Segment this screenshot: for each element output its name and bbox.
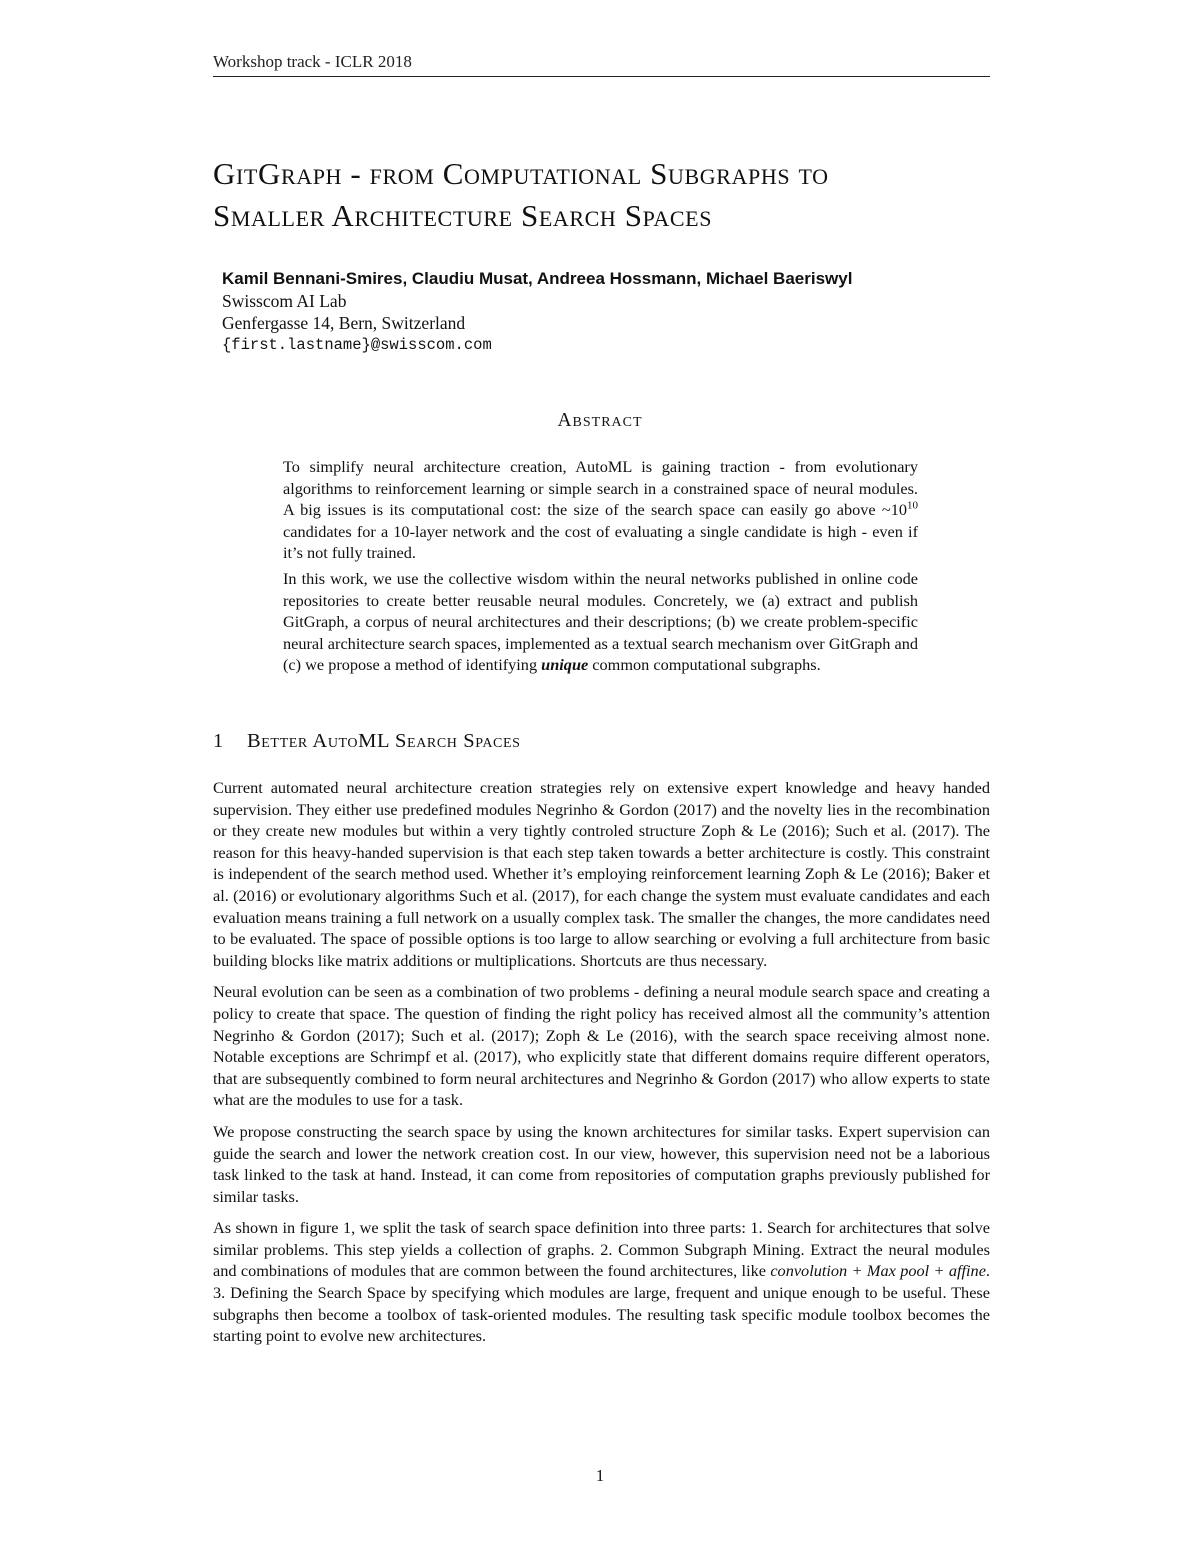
emphasis: unique — [541, 655, 589, 675]
body-text: . 3. Defining the Search Space by specifying which modules are large, frequent and unique enough to be useful. These subgraphs then become a toolbox of task-oriented modules. The resulting task specific module toolbox becomes the starting point to evolve new architectures. — [213, 1261, 990, 1346]
abstract-paragraph-2 — [283, 568, 918, 676]
section-title: Better AutoML Search Spaces — [247, 730, 521, 752]
body-paragraph-4 — [213, 1217, 990, 1347]
title-line-2: Smaller Architecture Search Spaces — [213, 198, 713, 233]
abstract-text: common computational subgraphs. — [588, 655, 821, 675]
title-line-1: GitGraph - from Computational Subgraphs to — [213, 156, 829, 191]
abstract-heading: Abstract — [557, 410, 643, 431]
abstract-text: To simplify neural architecture creation, AutoML is gaining traction - from evolutionary algorithms to reinforcement learning or simple search in a constrained space of neural modules. A big issues is its computational cost: the size of the search space can easily go above ~10 — [283, 457, 918, 520]
body-text: As shown in figure 1, we split the task of search space definition into three parts: 1. Search for architectures that solve similar problems. This step yields a collection of graphs. 2. Common Subgraph Mining. Extract the neural modules and combinations of modules that are common between the found architectures, like — [213, 1218, 990, 1281]
author-block — [222, 268, 982, 356]
exponent: 10 — [907, 499, 918, 512]
section-number: 1 — [213, 730, 224, 752]
section-heading — [213, 730, 990, 753]
affiliation: Swisscom AI Lab — [222, 291, 347, 311]
author-email: {first.lastname}@swisscom.com — [222, 336, 492, 354]
body-paragraph-1: Current automated neural architecture creation strategies rely on extensive expert knowledge and heavy handed supervision. They either use predefined modules Negrinho & Gordon (2017) and the novelty lies in the recombination or they create new modules but within a very tightly controled structure Zoph & Le (2016); Such et al. (2017). The reason for this heavy-handed supervision is that each step taken towards a better architecture is costly. This constraint is independent of the search method used. Whether it’s employing reinforcement learning Zoph & Le (2016); Baker et al. (2016) or evolutionary algorithms Such et al. (2017), for each change the system must evaluate candidates and each evaluation means training a full network on a usually complex task. The smaller the changes, the more candidates need to be evaluated. The space of possible options is too large to allow searching or evolving a full architecture from basic building blocks like matrix additions or multiplications. Shortcuts are thus necessary. — [213, 778, 990, 970]
abstract-text: In this work, we use the collective wisdom within the neural networks published in online code repositories to create better reusable neural modules. Concretely, we (a) extract and publish GitGraph, a corpus of neural architectures and their descriptions; (b) we create problem-specific neural architecture search spaces, implemented as a textual search mechanism over GitGraph and (c) we propose a method of identifying — [283, 568, 918, 675]
body-paragraph-3: We propose constructing the search space by using the known architectures for similar tasks. Expert supervision can guide the search and lower the network creation cost. In our view, however, this supervision need not be a laborious task linked to the task at hand. Instead, it can come from repositories of computation graphs previously published for similar tasks. — [213, 1121, 990, 1206]
page-number: 1 — [595, 1466, 605, 1485]
running-head: Workshop track - ICLR 2018 — [213, 52, 990, 77]
abstract-paragraph-1 — [283, 456, 918, 564]
section-body — [213, 777, 990, 1357]
emphasis: convolution + Max pool + affine — [770, 1261, 986, 1281]
abstract-body — [283, 456, 918, 680]
abstract-text: candidates for a 10-layer network and the cost of evaluating a single candidate is high - even if it’s not fully trained. — [283, 521, 918, 563]
author-names: Kamil Bennani-Smires, Claudiu Musat, Andreea Hossmann, Michael Baeriswyl — [222, 269, 853, 288]
body-paragraph-2: Neural evolution can be seen as a combination of two problems - defining a neural module search space and creating a policy to create that space. The question of finding the right policy has received almost all the community’s attention Negrinho & Gordon (2017); Such et al. (2017); Zoph & Le (2016), with the search space receiving almost none. Notable exceptions are Schrimpf et al. (2017), who explicitly state that different domains require different operators, that are subsequently combined to form neural architectures and Negrinho & Gordon (2017) who allow experts to state what are the modules to use for a task. — [213, 982, 990, 1110]
address: Genfergasse 14, Bern, Switzerland — [222, 313, 466, 333]
paper-title — [213, 153, 1003, 237]
